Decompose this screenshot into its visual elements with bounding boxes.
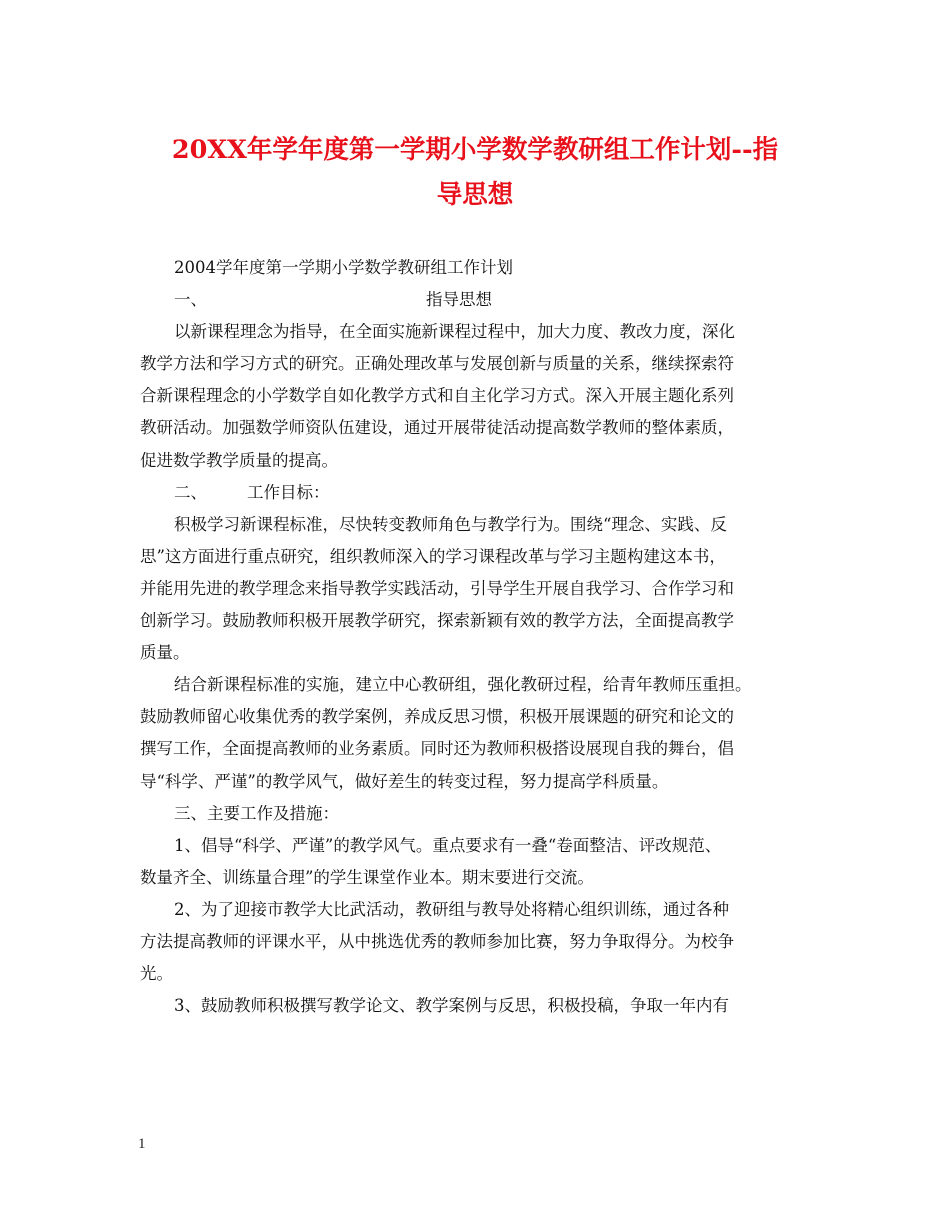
paragraph-line: 创新学习。鼓励教师积极开展教学研究，探索新颖有效的教学方法，全面提高教学	[140, 611, 734, 631]
paragraph-line: 2、为了迎接市教学大比武活动，教研组与教导处将精心组织训练，通过各种	[174, 899, 729, 919]
paragraph-line: 3、鼓励教师积极撰写教学论文、教学案例与反思，积极投稿，争取一年内有	[174, 996, 729, 1016]
section-heading-2	[140, 477, 812, 509]
paragraph-line: 以新课程理念为指导，在全面实施新课程过程中，加大力度、教改力度，深化	[174, 322, 735, 342]
paragraph-line: 积极学习新课程标准，尽快转变教师角色与教学行为。围绕“理念、实践、反	[174, 514, 727, 534]
paragraph-line: 促进数学教学质量的提高。	[140, 450, 338, 470]
paragraph-line: 合新课程理念的小学数学自如化教学方式和自主化学习方式。深入开展主题化系列	[140, 386, 734, 406]
title-line-2: 导思想	[436, 180, 514, 210]
paragraph	[140, 669, 812, 797]
paragraph-line: 并能用先进的教学理念来指导教学实践活动，引导学生开展自我学习、合作学习和	[140, 578, 734, 598]
paragraph-line: 教学方法和学习方式的研究。正确处理改革与发展创新与质量的关系，继续探索符	[140, 354, 734, 374]
list-item	[140, 830, 812, 894]
paragraph-line: 导“科学、严谨”的教学风气，做好差生的转变过程，努力提高学科质量。	[140, 771, 669, 791]
paragraph-line: 1、倡导“科学、严谨”的教学风气。重点要求有一叠“卷面整洁、评改规范、	[174, 835, 722, 855]
section-number: 二、	[174, 482, 207, 502]
section-label: 指导思想	[426, 290, 492, 310]
paragraph-line: 结合新课程标准的实施，建立中心教研组，强化教研过程，给青年教师压重担。	[174, 675, 752, 695]
list-item	[140, 990, 812, 1022]
paragraph-line: 教研活动。加强数学师资队伍建设，通过开展带徒活动提高数学教师的整体素质，	[140, 418, 734, 438]
paragraph-line: 思”这方面进行重点研究，组织教师深入的学习课程改革与学习主题构建这本书，	[140, 546, 726, 566]
section-number: 一、	[174, 290, 207, 310]
section-label: 工作目标：	[247, 482, 330, 502]
paragraph-line: 鼓励教师留心收集优秀的教学案例，养成反思习惯，积极开展课题的研究和论文的	[140, 707, 734, 727]
document-body	[140, 252, 812, 1022]
paragraph-line: 撰写工作，全面提高教师的业务素质。同时还为教师积极搭设展现自我的舞台，倡	[140, 739, 734, 759]
document-subtitle: 2004学年度第一学期小学数学教研组工作计划	[174, 258, 513, 277]
page-number: 1	[138, 1136, 146, 1152]
paragraph-line: 质量。	[140, 643, 190, 663]
paragraph-line: 光。	[140, 964, 173, 984]
title-line-1: 20XX年学年度第一学期小学数学教研组工作计划--指	[171, 135, 779, 165]
paragraph-line: 数量齐全、训练量合理”的学生课堂作业本。期末要进行交流。	[140, 867, 594, 887]
paragraph-line: 方法提高教师的评课水平，从中挑选优秀的教师参加比赛，努力争取得分。为校争	[140, 931, 734, 951]
list-item	[140, 894, 812, 990]
section-heading-3: 三、主要工作及措施：	[174, 803, 339, 823]
section-heading-1	[140, 284, 812, 316]
paragraph	[140, 509, 812, 669]
paragraph	[140, 316, 812, 476]
document-title	[120, 128, 830, 218]
